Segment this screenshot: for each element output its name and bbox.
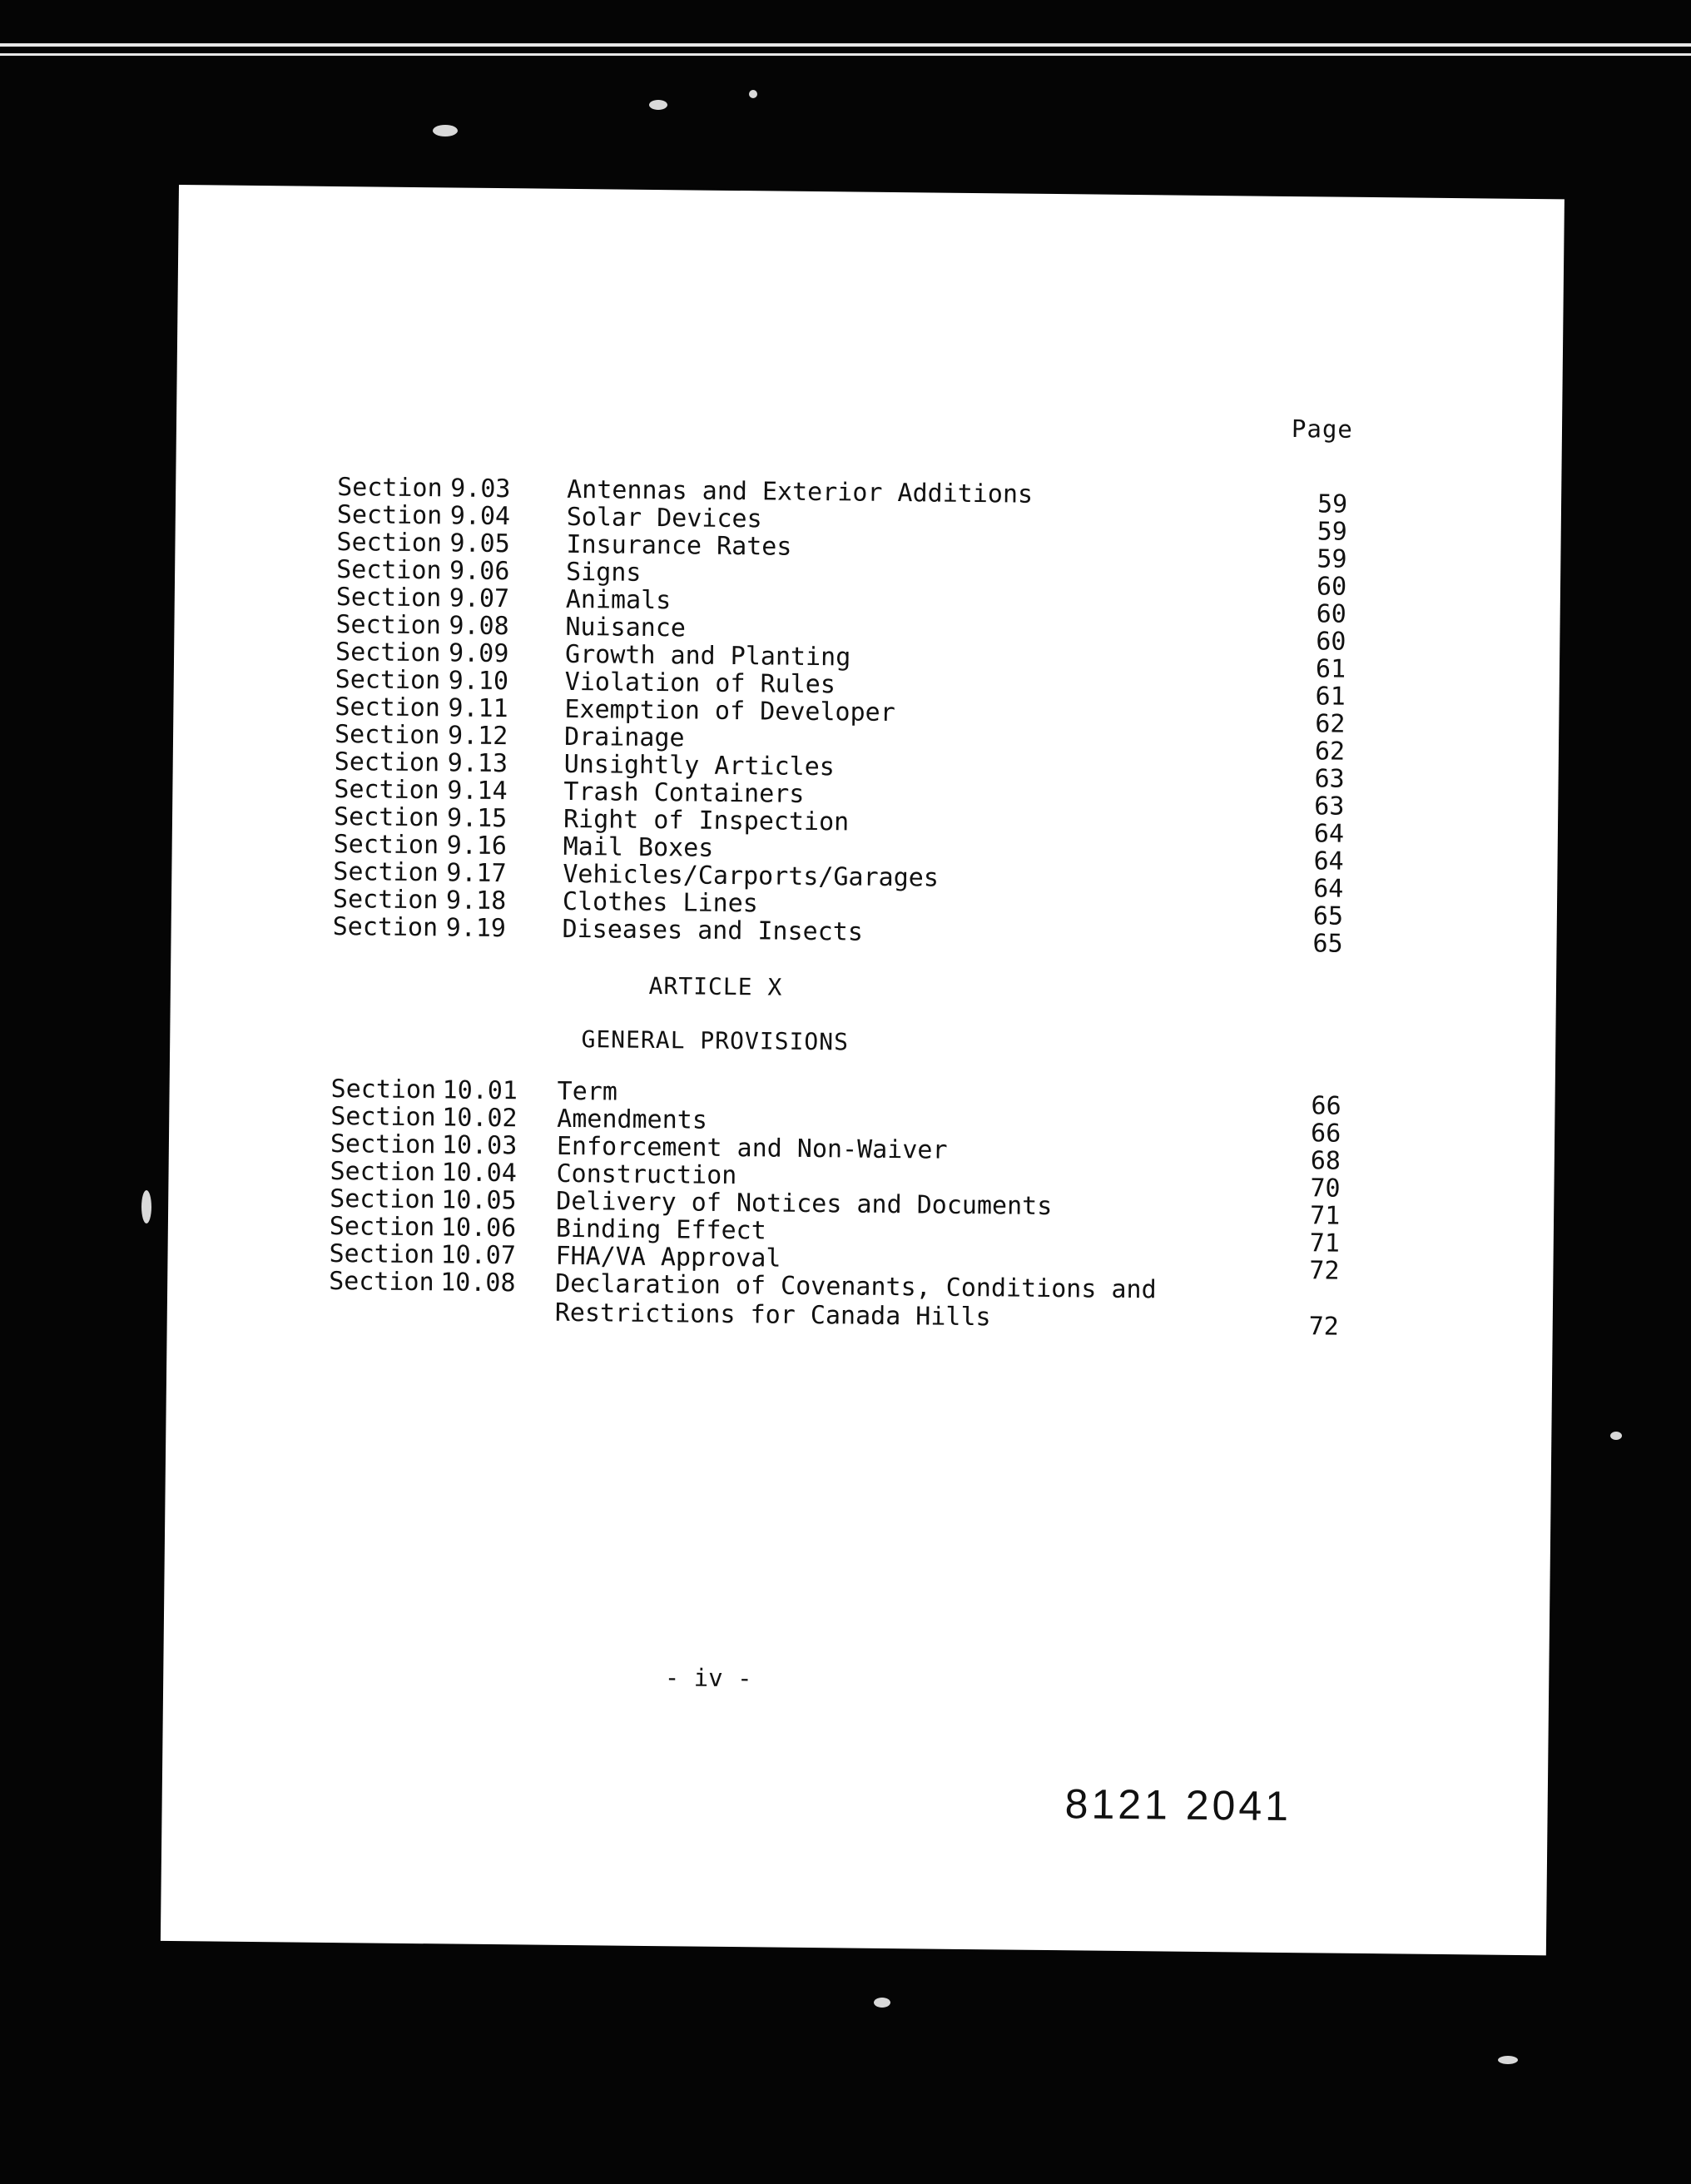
toc-page: 64 <box>1313 874 1344 904</box>
toc-section-number: 9.15 <box>446 803 508 834</box>
toc-title: Nuisance <box>565 612 687 643</box>
toc-section-number: 9.12 <box>447 721 508 752</box>
toc-section-word: Section <box>330 1074 437 1105</box>
toc-section-word: Section <box>330 1101 436 1133</box>
scan-speck <box>433 125 458 136</box>
scan-speck <box>141 1190 151 1224</box>
toc-section-number: 9.11 <box>448 693 508 724</box>
toc-title: Amendments <box>557 1104 708 1135</box>
toc-section-number: 10.06 <box>440 1213 517 1243</box>
toc-title: Growth and Planting <box>564 639 851 673</box>
toc-page: 71 <box>1309 1228 1341 1258</box>
toc-title: Enforcement and Non-Waiver <box>556 1131 948 1165</box>
toc-page: 59 <box>1317 517 1348 547</box>
toc-section-number: 9.10 <box>448 666 509 697</box>
toc-title: Term <box>557 1076 618 1107</box>
toc-page: 65 <box>1312 929 1343 959</box>
toc-section-number: 9.14 <box>447 776 508 807</box>
toc-section-word: Section <box>333 829 439 861</box>
toc-section-word: Section <box>335 610 442 641</box>
toc-section-word: Section <box>329 1238 435 1270</box>
toc-section-number: 9.17 <box>446 858 507 889</box>
toc-title: Declaration of Covenants, Conditions and <box>555 1268 1157 1305</box>
toc-page: 62 <box>1315 709 1346 739</box>
toc-section-number: 9.04 <box>449 501 511 532</box>
article-subheading: GENERAL PROVISIONS <box>581 1025 850 1056</box>
toc-section-number: 10.03 <box>441 1130 518 1161</box>
toc-section-word: Section <box>335 665 441 696</box>
toc-page: 60 <box>1316 627 1346 657</box>
toc-section-word: Section <box>332 884 439 916</box>
toc-section-word: Section <box>336 528 443 558</box>
scan-speck <box>749 90 757 98</box>
toc-section-number: 9.06 <box>449 556 510 587</box>
toc-section-number: 9.19 <box>445 913 507 944</box>
toc-title: Diseases and Insects <box>562 914 864 947</box>
toc-page: 62 <box>1314 737 1346 767</box>
toc-page: 61 <box>1315 654 1346 684</box>
toc-page: 65 <box>1312 901 1344 931</box>
toc-page: 60 <box>1316 599 1346 629</box>
toc-title: Clothes Lines <box>562 886 758 919</box>
toc-page: 59 <box>1317 544 1347 574</box>
toc-title: Delivery of Notices and Documents <box>556 1186 1053 1222</box>
toc-section-number: 10.04 <box>441 1158 518 1189</box>
document-number: 8121 2041 <box>1064 1780 1292 1830</box>
toc-section-word: Section <box>329 1266 434 1298</box>
toc-section-word: Section <box>335 583 442 613</box>
toc-section-number: 10.05 <box>441 1185 517 1216</box>
scan-speck <box>874 1998 890 2008</box>
toc-section-word: Section <box>335 692 441 723</box>
toc-title: Signs <box>565 557 642 588</box>
toc-title: Violation of Rules <box>564 667 836 700</box>
toc-section-number: 9.08 <box>449 611 509 642</box>
toc-title: Vehicles/Carports/Garages <box>563 859 940 893</box>
toc-section-word: Section <box>335 555 442 586</box>
toc-section-word: Section <box>334 747 440 778</box>
toc-section-number: 9.05 <box>449 529 510 559</box>
page-folio: - iv - <box>664 1663 752 1693</box>
toc-page: 66 <box>1310 1119 1341 1149</box>
toc-title: Binding Effect <box>555 1214 766 1246</box>
scan-speck <box>1498 2056 1518 2064</box>
toc-page: 72 <box>1308 1312 1340 1342</box>
toc-title-continuation: Restrictions for Canada Hills <box>554 1298 991 1333</box>
toc-title: Unsightly Articles <box>563 749 836 782</box>
toc-section-word: Section <box>330 1184 435 1215</box>
toc-section-number: 10.02 <box>442 1103 518 1134</box>
toc-section-word: Section <box>330 1156 436 1188</box>
toc-section-word: Section <box>333 802 439 833</box>
toc-title: FHA/VA Approval <box>555 1241 781 1273</box>
toc-page: 61 <box>1315 682 1346 712</box>
toc-section-number: 9.07 <box>449 583 510 614</box>
toc-title: Construction <box>556 1159 737 1191</box>
toc-title: Exemption of Developer <box>564 694 895 728</box>
document-page <box>161 185 1565 1955</box>
toc-section-number: 9.13 <box>447 748 508 779</box>
toc-page: 64 <box>1313 846 1344 876</box>
toc-page: 71 <box>1309 1201 1341 1231</box>
toc-section-number: 9.03 <box>450 474 511 504</box>
article-heading: ARTICLE X <box>648 971 783 1001</box>
toc-title: Animals <box>565 584 672 616</box>
toc-page: 63 <box>1314 764 1345 794</box>
toc-title: Drainage <box>563 722 685 753</box>
toc-page: 68 <box>1310 1146 1341 1176</box>
toc-section-word: Section <box>332 911 439 943</box>
toc-title: Trash Containers <box>563 777 805 809</box>
toc-section-number: 10.01 <box>442 1075 518 1106</box>
scan-speck <box>649 100 667 110</box>
toc-section-word: Section <box>335 638 441 668</box>
toc-section-word: Section <box>337 473 443 504</box>
toc-section-word: Section <box>329 1211 435 1243</box>
toc-page: 70 <box>1310 1174 1341 1204</box>
toc-section-number: 9.18 <box>445 886 507 916</box>
toc-section-word: Section <box>336 500 443 531</box>
toc-section-number: 9.09 <box>448 638 509 669</box>
toc-section-number: 10.07 <box>440 1240 517 1271</box>
toc-section-word: Section <box>334 774 440 806</box>
toc-title: Insurance Rates <box>566 529 792 562</box>
toc-page: 63 <box>1314 792 1345 821</box>
toc-page: 59 <box>1317 489 1348 519</box>
scan-line-top <box>0 43 1691 47</box>
toc-page: 60 <box>1316 572 1347 602</box>
toc-title: Mail Boxes <box>563 831 714 863</box>
toc-section-word: Section <box>334 719 440 751</box>
toc-page: 72 <box>1309 1256 1340 1286</box>
scan-line-top-second <box>0 53 1691 56</box>
toc-section-number: 9.16 <box>446 831 508 861</box>
toc-section-word: Section <box>330 1129 436 1160</box>
scan-speck <box>1610 1432 1622 1440</box>
toc-title: Right of Inspection <box>563 804 850 837</box>
toc-section-word: Section <box>333 856 439 888</box>
toc-title: Solar Devices <box>566 502 762 534</box>
toc-page: 64 <box>1313 819 1345 849</box>
toc-page: 66 <box>1311 1091 1341 1121</box>
toc-title: Antennas and Exterior Additions <box>567 474 1034 509</box>
toc-section-number: 10.08 <box>440 1268 516 1298</box>
page-column-heading: Page <box>1291 414 1354 444</box>
